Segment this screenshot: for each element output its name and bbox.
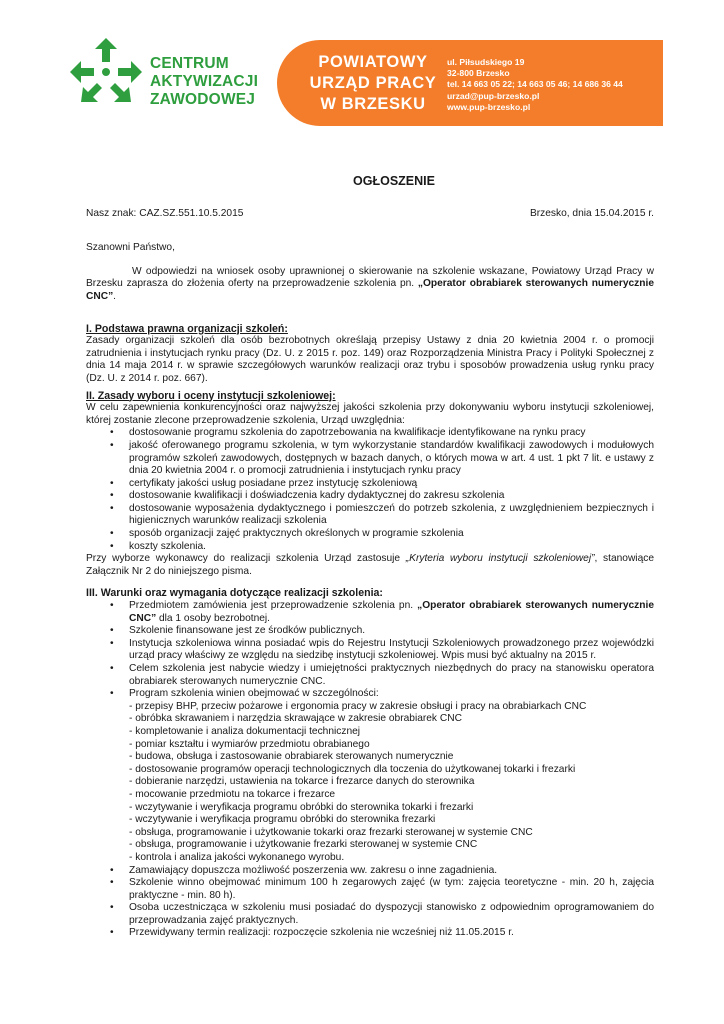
document-body [86, 175, 654, 940]
intro-paragraph [86, 266, 654, 304]
program-item: - wczytywanie i weryfikacja programu obróbki do sterownika tokarki i frezarki [129, 801, 474, 813]
subject-end: dla 1 osoby bezrobotnej. [156, 612, 271, 624]
program-item: - pomiar kształtu i wymiarów przedmiotu obrabianego [129, 738, 370, 750]
section-title [86, 323, 654, 336]
program-item: - wczytywanie i weryfikacja programu obróbki do sterownika frezarki [129, 814, 436, 826]
section-title-text: II. Zasady wyboru i oceny instytucji szkoleniowej: [86, 389, 336, 402]
program-intro: • Program szkolenia winien obejmować w szczególności: [129, 688, 379, 700]
contact-email: urzad@pup-brzesko.pl [447, 90, 540, 101]
office-name [305, 52, 441, 115]
program-item: - dostosowanie programów operacji technologicznych dla toczenia do użytkowanej tokarki i frezarki [129, 763, 576, 775]
closing-text: Przy wyborze wykonawcy do realizacji szkolenia Urząd zastosuje [86, 553, 406, 565]
document-date: Brzesko, dnia 15.04.2015 r. [529, 207, 654, 219]
reference-line [86, 208, 654, 221]
intro-end: . [113, 290, 117, 302]
office-name-line: URZĄD PRACY [309, 74, 437, 92]
program-item: - obróbka skrawaniem i narzędzia skrawające w zakresie obrabiarek CNC [129, 713, 462, 725]
logo-line: CENTRUM [150, 55, 229, 72]
program-item: - budowa, obsługa i zastosowanie obrabiarek sterowanych numerycznie [129, 751, 454, 763]
office-banner [277, 40, 663, 126]
greeting: Szanowni Państwo, [86, 242, 175, 254]
contact-postcode: 32-800 Brzesko [447, 68, 510, 79]
training-name: „Operator obrabiarek sterowanych numerycznie CNC” [86, 278, 654, 302]
list-item: • dostosowanie kwalifikacji i doświadczenia kadry dydaktycznej do zakresu szkolenia [129, 490, 654, 503]
list-item: • sposób organizacji zajęć praktycznych określonych w programie szkolenia [129, 528, 654, 541]
arrows-logo-icon [70, 38, 142, 106]
program-item: - mocowanie przedmiotu na tokarce i frezarce [129, 788, 336, 800]
office-name-line: W BRZESKU [320, 95, 426, 113]
conditions-list [86, 600, 654, 940]
office-name-line: POWIATOWY [318, 53, 428, 71]
logo-line: AKTYWIZACJI [150, 73, 259, 90]
section-paragraph: W celu zapewnienia konkurencyjności oraz najwyższej jakości szkolenia przy dokonywaniu wyboru instytucji szkoleniowej, której zostanie zlecone przeprowadzenie szkolenia, Urząd uwzględnia: [86, 402, 654, 426]
logo-line: ZAWODOWEJ [150, 91, 256, 108]
section-title-text: I. Podstawa prawna organizacji szkoleń: [86, 322, 288, 335]
section-paragraph: Zasady organizacji szkoleń dla osób bezrobotnych określają przepisy Ustawy z dnia 20 kwietnia 2004 r. o promocji zatrudnienia i instytucjach rynku pracy (Dz. U. z 2015 r. poz. 149) oraz Rozporządzenia Ministra Pracy i Polityki Społecznej z dnia 14 maja 2014 r. w sprawie szczegółowych warunków realizacji oraz trybu i sposobów prowadzenia usług rynku pracy (Dz. U. z 2014 r. poz. 667). [86, 335, 654, 384]
program-item: - kompletowanie i analiza dokumentacji technicznej [129, 725, 361, 737]
list-item: • Celem szkolenia jest nabycie wiedzy i umiejętności praktycznych niezbędnych do pracy na stanowisku operatora obrabiarek sterowanych numerycznie CNC. [129, 663, 654, 688]
document-title: OGŁOSZENIE [353, 174, 435, 188]
subject-text: Przedmiotem zamówienia jest przeprowadzenie szkolenia pn. [129, 600, 418, 612]
section-title [86, 587, 654, 600]
program-item: - obsługa, programowanie i użytkowanie frezarki sterowanej w systemie CNC [129, 839, 478, 851]
office-contact [447, 57, 623, 113]
list-item: • dostosowanie wyposażenia dydaktycznego i pomieszczeń do potrzeb szkolenia, z uwzględnieniem bezpiecznych i higienicznych warunków realizacji szkolenia [129, 503, 654, 528]
training-name: „Operator obrabiarek sterowanych numerycznie CNC” [129, 600, 654, 624]
criteria-list [86, 427, 654, 553]
letterhead [0, 0, 724, 140]
section-paragraph [86, 553, 654, 578]
list-item: • Instytucja szkoleniowa winna posiadać wpis do Rejestru Instytucji Szkoleniowych prowadzonego przez wojewódzki urząd pracy właściwy ze względu na siedzibę instytucji szkoleniowej. Wpis musi być aktualny na 2015 r. [129, 638, 654, 663]
section-title [86, 390, 654, 403]
list-item: • jakość oferowanego programu szkolenia, w tym wykorzystanie standardów kwalifikacji zawodowych i modułowych programów szkoleń zawodowych, dostępnych w bazach danych, o których mowa w art. 4 ust. 1 pkt 7 lit. e ustawy z dnia 20 kwietnia 2004 r. o promocji zatrudnienia i instytucjach rynku pracy [129, 440, 654, 478]
list-item [129, 688, 654, 864]
list-item: • koszty szkolenia. [129, 541, 654, 554]
list-item: • certyfikaty jakości usług posiadane przez instytucję szkoleniową [129, 478, 654, 491]
contact-address: ul. Piłsudskiego 19 [447, 57, 525, 67]
criteria-title: „Kryteria wyboru instytucji szkoleniowej” [405, 553, 595, 565]
list-item: • Osoba uczestnicząca w szkoleniu musi posiadać do dyspozycji stanowisko z odpowiednim oprogramowaniem do przeprowadzania zajęć praktycznych. [129, 902, 654, 927]
list-item: • Szkolenie finansowane jest ze środków publicznych. [129, 625, 654, 638]
program-item: - obsługa, programowanie i użytkowanie tokarki oraz frezarki sterowanej w systemie CNC [129, 826, 533, 838]
program-item: - kontrola i analiza jakości wykonanego wyrobu. [129, 851, 345, 863]
reference-number: Nasz znak: CAZ.SZ.551.10.5.2015 [86, 207, 244, 219]
list-item: • dostosowanie programu szkolenia do zapotrzebowania na kwalifikacje identyfikowane na rynku pracy [129, 427, 654, 440]
list-item [129, 600, 654, 625]
closing-end: , stanowiące Załącznik Nr 2 do niniejszego pisma. [86, 553, 654, 577]
contact-phone: tel. 14 663 05 22; 14 663 05 46; 14 686 36 44 [447, 79, 623, 90]
section-title-text: III. Warunki oraz wymagania dotyczące realizacji szkolenia: [86, 587, 383, 600]
list-item: • Zamawiający dopuszcza możliwość poszerzenia ww. zakresu o inne zagadnienia. [129, 865, 654, 878]
contact-website: www.pup-brzesko.pl [447, 101, 531, 112]
program-item: - przepisy BHP, przeciw pożarowe i ergonomia pracy w zakresie obsługi i pracy na obrabiarkach CNC [129, 700, 587, 712]
list-item: • Szkolenie winno obejmować minimum 100 h zegarowych zajęć (w tym: zajęcia teoretyczne - min. 20 h, zajęcia praktyczne - min. 80 h). [129, 877, 654, 902]
logo-wordmark [150, 55, 258, 109]
list-item: • Przewidywany termin realizacji: rozpoczęcie szkolenia nie wcześniej niż 11.05.2015 r. [129, 927, 654, 940]
program-item: - dobieranie narzędzi, ustawienia na tokarce i frezarce danych do sterownika [129, 776, 475, 788]
intro-text: W odpowiedzi na wniosek osoby uprawnionej o skierowanie na szkolenie wskazane, Powiatowy Urząd Pracy w Brzesku zaprasza do złożenia oferty na przeprowadzenie szkolenia pn. [86, 265, 654, 290]
